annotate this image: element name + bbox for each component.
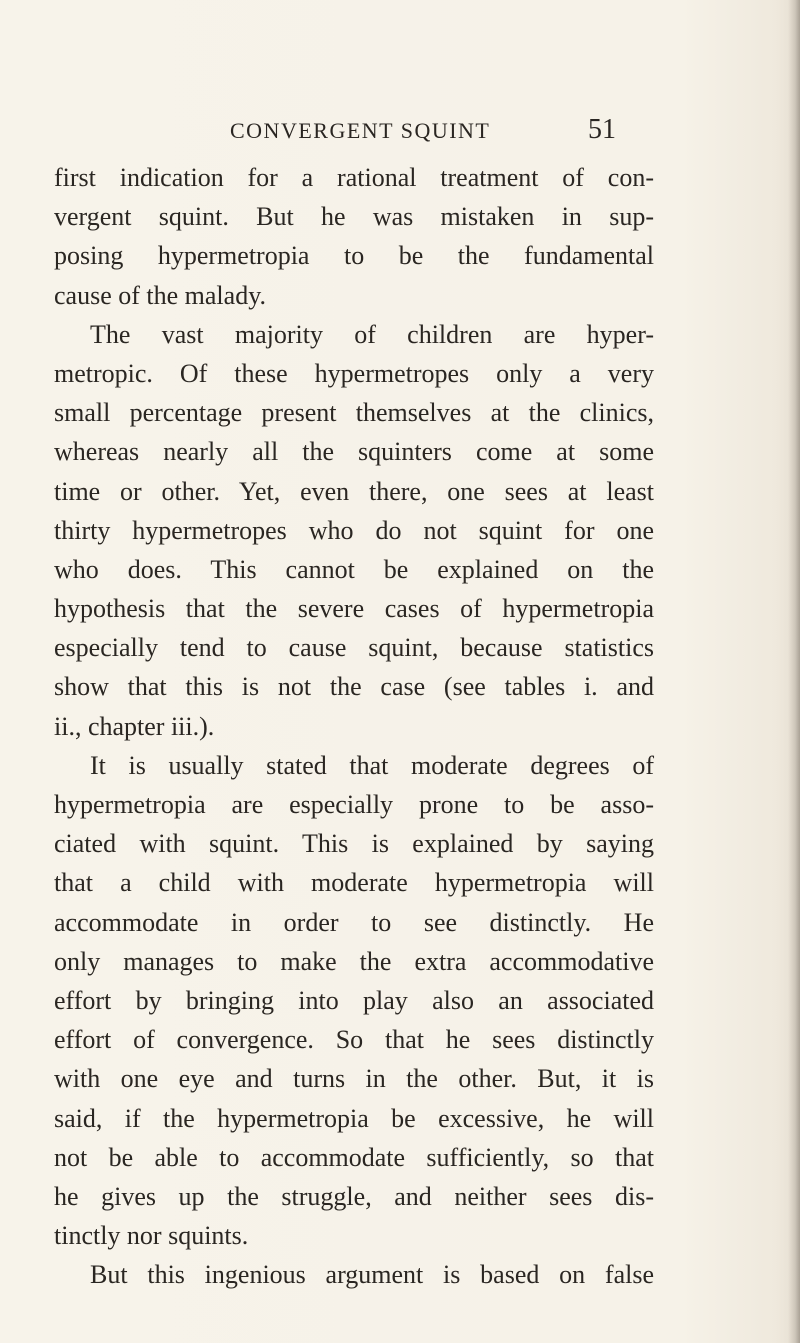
- text-line: cause of the malady.: [54, 280, 266, 310]
- text-line: he gives up the struggle, and neither sees dis-: [54, 1181, 654, 1211]
- text-line: show that this is not the case (see tables i. and: [54, 672, 654, 702]
- text-line: that a child with moderate hypermetropia will: [54, 868, 654, 898]
- text-line: vergent squint. But he was mistaken in sup-: [54, 202, 654, 232]
- text-line: But this ingenious argument is based on false: [90, 1260, 654, 1290]
- text-line: especially tend to cause squint, because statistics: [54, 633, 654, 663]
- text-line: with one eye and turns in the other. But, it is: [54, 1064, 654, 1094]
- text-line: whereas nearly all the squinters come at some: [54, 437, 654, 467]
- text-line: thirty hypermetropes who do not squint for one: [54, 515, 654, 545]
- text-line: ii., chapter iii.).: [54, 711, 215, 741]
- text-line: who does. This cannot be explained on the: [54, 554, 654, 584]
- text-line: posing hypermetropia to be the fundamental: [54, 241, 654, 271]
- text-line: time or other. Yet, even there, one sees at least: [54, 476, 654, 506]
- text-line: small percentage present themselves at the clinics,: [54, 398, 654, 428]
- page-number: 51: [588, 114, 616, 145]
- page-header: [0, 112, 800, 152]
- text-line: not be able to accommodate sufficiently, so that: [54, 1142, 654, 1172]
- text-line: ciated with squint. This is explained by saying: [54, 829, 654, 859]
- text-line: said, if the hypermetropia be excessive, he will: [54, 1103, 654, 1133]
- text-line: metropic. Of these hypermetropes only a very: [54, 358, 654, 388]
- running-head: CONVERGENT SQUINT: [230, 118, 491, 143]
- text-line: accommodate in order to see distinctly. He: [54, 907, 654, 937]
- page-edge-shadow: [788, 0, 800, 1343]
- text-line: hypothesis that the severe cases of hypermetropia: [54, 594, 654, 624]
- text-line: tinctly nor squints.: [54, 1221, 249, 1251]
- text-line: hypermetropia are especially prone to be asso-: [54, 790, 654, 819]
- text-line: effort of convergence. So that he sees distinctly: [54, 1025, 654, 1055]
- text-line: The vast majority of children are hyper-: [90, 319, 654, 349]
- body-text: [54, 158, 654, 1294]
- text-line: effort by bringing into play also an associated: [54, 985, 654, 1015]
- text-line: first indication for a rational treatment of con-: [54, 163, 654, 192]
- text-line: It is usually stated that moderate degrees of: [90, 750, 654, 780]
- text-line: only manages to make the extra accommodative: [54, 946, 654, 976]
